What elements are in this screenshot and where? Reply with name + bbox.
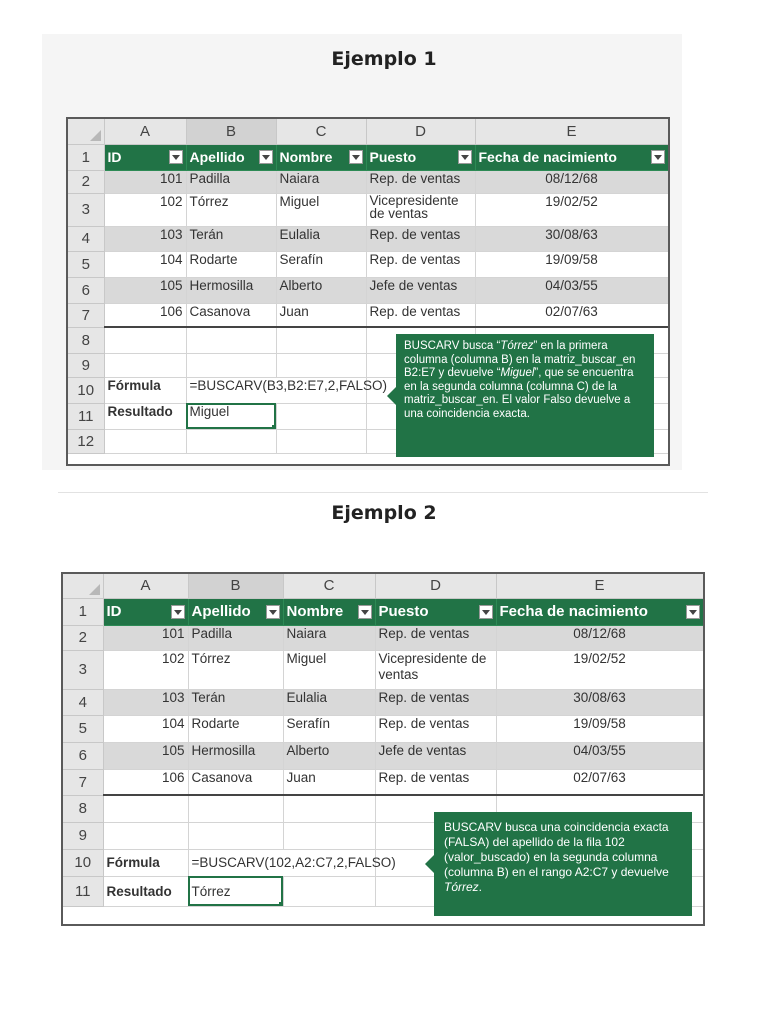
cell[interactable] <box>276 353 366 377</box>
result-cell[interactable]: Tórrez <box>188 876 283 906</box>
table-row <box>68 226 668 251</box>
cell[interactable]: 19/02/52 <box>496 650 703 689</box>
column-header-a[interactable]: A <box>104 119 186 144</box>
cell[interactable]: Naiara <box>283 625 375 650</box>
table-row <box>63 742 703 769</box>
row-header-4[interactable]: 4 <box>68 226 104 251</box>
callout-text: ” en la primera columna (columna B) en la matriz_buscar_en B2:E7 y devuelve “ <box>404 340 636 379</box>
select-all-corner[interactable] <box>63 574 103 598</box>
cell[interactable]: Rodarte <box>186 251 276 277</box>
table-header-nombre[interactable] <box>276 144 366 170</box>
formula-cell[interactable]: =BUSCARV(102,A2:C7,2,FALSO) <box>188 849 375 876</box>
cell[interactable] <box>186 429 276 453</box>
row-header-5[interactable]: 5 <box>68 251 104 277</box>
filter-dropdown-icon[interactable] <box>651 150 665 164</box>
header-label: Puesto <box>369 149 417 165</box>
row-header-12[interactable]: 12 <box>68 429 104 453</box>
cell[interactable]: Jefe de ventas <box>366 277 475 303</box>
table-header-apellido[interactable] <box>186 144 276 170</box>
header-label: ID <box>107 149 122 165</box>
callout-emphasis: Tórrez <box>500 340 534 352</box>
cell[interactable]: Padilla <box>186 170 276 193</box>
cell[interactable]: Serafín <box>276 251 366 277</box>
row-header-1[interactable]: 1 <box>68 144 104 170</box>
row-header-11[interactable]: 11 <box>68 403 104 429</box>
header-label: Fecha de nacimiento <box>499 603 648 620</box>
row-header-9[interactable]: 9 <box>63 822 103 849</box>
column-header-a[interactable]: A <box>103 574 188 598</box>
cell[interactable]: Rep. de ventas <box>366 170 475 193</box>
header-label: Nombre <box>279 149 333 165</box>
cell[interactable]: 30/08/63 <box>475 226 668 251</box>
filter-dropdown-icon[interactable] <box>169 150 183 164</box>
cell[interactable]: Rep. de ventas <box>375 715 496 742</box>
filter-dropdown-icon[interactable] <box>349 150 363 164</box>
cell[interactable]: Alberto <box>276 277 366 303</box>
row-header-7[interactable]: 7 <box>63 769 103 795</box>
cell[interactable]: 104 <box>104 251 186 277</box>
filter-dropdown-icon[interactable] <box>458 150 472 164</box>
cell[interactable]: 104 <box>103 715 188 742</box>
example1-callout <box>396 334 654 457</box>
cell[interactable]: 08/12/68 <box>475 170 668 193</box>
example1-title: Ejemplo 1 <box>331 48 437 70</box>
section-divider <box>58 492 708 493</box>
table-row <box>63 689 703 715</box>
callout-emphasis: Miguel <box>500 367 535 379</box>
header-label: Fecha de nacimiento <box>478 149 617 165</box>
result-cell[interactable]: Miguel <box>186 403 276 429</box>
cell[interactable]: Eulalia <box>283 689 375 715</box>
table-header-apellido[interactable] <box>188 598 283 625</box>
row-header-7[interactable]: 7 <box>68 303 104 327</box>
cell[interactable]: Hermosilla <box>186 277 276 303</box>
table-header-puesto[interactable] <box>375 598 496 625</box>
row-header-8[interactable]: 8 <box>68 327 104 353</box>
row-header-2[interactable]: 2 <box>68 170 104 193</box>
table-row <box>63 769 703 795</box>
cell[interactable]: Serafín <box>283 715 375 742</box>
row-header-10[interactable]: 10 <box>68 377 104 403</box>
cell[interactable] <box>188 822 283 849</box>
result-label[interactable]: Resultado <box>104 403 186 429</box>
header-label: Apellido <box>189 149 245 165</box>
column-header-d[interactable]: D <box>375 574 496 598</box>
table-row <box>68 251 668 277</box>
header-label: Puesto <box>378 603 429 620</box>
example2-title: Ejemplo 2 <box>331 502 437 524</box>
table-row <box>63 650 703 689</box>
row-header-1[interactable]: 1 <box>63 598 103 625</box>
cell[interactable]: 04/03/55 <box>475 277 668 303</box>
row-header-2[interactable]: 2 <box>63 625 103 650</box>
cell[interactable] <box>188 795 283 822</box>
cell[interactable]: 19/09/58 <box>496 715 703 742</box>
cell[interactable]: Rep. de ventas <box>375 769 496 795</box>
cell[interactable]: Rep. de ventas <box>375 689 496 715</box>
cell[interactable]: Jefe de ventas <box>375 742 496 769</box>
filter-dropdown-icon[interactable] <box>358 605 372 619</box>
cell[interactable] <box>104 353 186 377</box>
cell[interactable]: 02/07/63 <box>496 769 703 795</box>
row-header-8[interactable]: 8 <box>63 795 103 822</box>
row-header-11[interactable]: 11 <box>63 876 103 906</box>
cell[interactable] <box>186 327 276 353</box>
cell[interactable] <box>103 795 188 822</box>
cell[interactable]: Casanova <box>188 769 283 795</box>
column-header-c[interactable]: C <box>283 574 375 598</box>
cell[interactable]: Alberto <box>283 742 375 769</box>
cell[interactable]: Tórrez <box>186 193 276 226</box>
table-header-puesto[interactable] <box>366 144 475 170</box>
column-header-e[interactable]: E <box>475 119 668 144</box>
cell[interactable]: 19/09/58 <box>475 251 668 277</box>
cell[interactable]: Miguel <box>283 650 375 689</box>
cell[interactable]: Tórrez <box>188 650 283 689</box>
cell[interactable]: 08/12/68 <box>496 625 703 650</box>
table-row <box>63 625 703 650</box>
row-header-3[interactable]: 3 <box>63 650 103 689</box>
filter-dropdown-icon[interactable] <box>686 605 700 619</box>
cell[interactable] <box>283 822 375 849</box>
cell[interactable]: 105 <box>104 277 186 303</box>
cell[interactable]: 105 <box>103 742 188 769</box>
cell[interactable]: Terán <box>186 226 276 251</box>
filter-dropdown-icon[interactable] <box>259 150 273 164</box>
cell[interactable]: 103 <box>104 226 186 251</box>
cell[interactable] <box>276 429 366 453</box>
cell[interactable]: 02/07/63 <box>475 303 668 327</box>
cell[interactable]: Hermosilla <box>188 742 283 769</box>
table-row <box>68 170 668 193</box>
cell[interactable] <box>283 876 375 906</box>
cell[interactable]: Eulalia <box>276 226 366 251</box>
cell[interactable] <box>103 822 188 849</box>
table-header-fecha[interactable] <box>496 598 703 625</box>
row-header-6[interactable]: 6 <box>68 277 104 303</box>
callout-emphasis: Tórrez <box>444 880 479 894</box>
row-header-4[interactable]: 4 <box>63 689 103 715</box>
cell[interactable]: Vicepresidente de ventas <box>366 193 475 226</box>
cell[interactable] <box>276 403 366 429</box>
cell[interactable] <box>283 795 375 822</box>
column-header-d[interactable]: D <box>366 119 475 144</box>
formula-label[interactable]: Fórmula <box>104 377 186 403</box>
callout-text: BUSCARV busca una coincidencia exacta (FALSA) del apellido de la fila 102 (valor_buscado) en la segunda columna (columna B) en el rango A2:C7 y devuelve <box>444 820 669 879</box>
cell[interactable]: 101 <box>104 170 186 193</box>
cell[interactable]: Juan <box>276 303 366 327</box>
column-header-c[interactable]: C <box>276 119 366 144</box>
table-row <box>63 715 703 742</box>
cell[interactable]: Naiara <box>276 170 366 193</box>
select-all-corner[interactable] <box>68 119 104 144</box>
cell[interactable]: Rep. de ventas <box>366 303 475 327</box>
formula-cell[interactable]: =BUSCARV(B3,B2:E7,2,FALSO) <box>186 377 366 403</box>
table-row <box>68 303 668 327</box>
column-header-b[interactable]: B <box>188 574 283 598</box>
table-row <box>68 277 668 303</box>
row-header-10[interactable]: 10 <box>63 849 103 876</box>
cell[interactable] <box>276 327 366 353</box>
table-header-id[interactable] <box>104 144 186 170</box>
header-label: ID <box>106 603 122 620</box>
callout-text: ”, que se encuentra en la segunda columna (columna C) de la matriz_buscar_en. El valor Falso devuelve a una coincidencia exacta. <box>404 367 634 420</box>
cell[interactable] <box>186 353 276 377</box>
callout-text: BUSCARV busca “ <box>404 340 501 352</box>
callout-text: . <box>478 880 483 894</box>
cell[interactable]: Padilla <box>188 625 283 650</box>
result-label[interactable]: Resultado <box>103 876 188 906</box>
cell[interactable]: Casanova <box>186 303 276 327</box>
row-header-5[interactable]: 5 <box>63 715 103 742</box>
column-header-e[interactable]: E <box>496 574 703 598</box>
cell[interactable]: Terán <box>188 689 283 715</box>
header-label: Nombre <box>286 603 344 620</box>
row-header-6[interactable]: 6 <box>63 742 103 769</box>
filter-dropdown-icon[interactable] <box>171 605 185 619</box>
cell[interactable]: Rep. de ventas <box>375 625 496 650</box>
cell[interactable]: 106 <box>104 303 186 327</box>
cell[interactable]: 30/08/63 <box>496 689 703 715</box>
column-header-b[interactable]: B <box>186 119 276 144</box>
cell[interactable]: Rep. de ventas <box>366 251 475 277</box>
filter-dropdown-icon[interactable] <box>266 605 280 619</box>
cell[interactable] <box>104 327 186 353</box>
cell[interactable]: 04/03/55 <box>496 742 703 769</box>
table-row <box>68 193 668 226</box>
cell[interactable]: 102 <box>104 193 186 226</box>
cell[interactable]: Rep. de ventas <box>366 226 475 251</box>
cell[interactable]: 106 <box>103 769 188 795</box>
cell[interactable]: Juan <box>283 769 375 795</box>
cell[interactable] <box>104 429 186 453</box>
cell[interactable]: 102 <box>103 650 188 689</box>
cell[interactable]: 101 <box>103 625 188 650</box>
table-header-id[interactable] <box>103 598 188 625</box>
cell[interactable]: Rodarte <box>188 715 283 742</box>
row-header-9[interactable]: 9 <box>68 353 104 377</box>
filter-dropdown-icon[interactable] <box>479 605 493 619</box>
example2-callout <box>434 812 692 916</box>
cell[interactable]: 103 <box>103 689 188 715</box>
header-label: Apellido <box>191 603 251 620</box>
table-header-fecha[interactable] <box>475 144 668 170</box>
cell[interactable]: Miguel <box>276 193 366 226</box>
table-header-nombre[interactable] <box>283 598 375 625</box>
cell[interactable]: Vicepresidente de ventas <box>375 650 496 689</box>
formula-label[interactable]: Fórmula <box>103 849 188 876</box>
row-header-3[interactable]: 3 <box>68 193 104 226</box>
cell[interactable]: 19/02/52 <box>475 193 668 226</box>
